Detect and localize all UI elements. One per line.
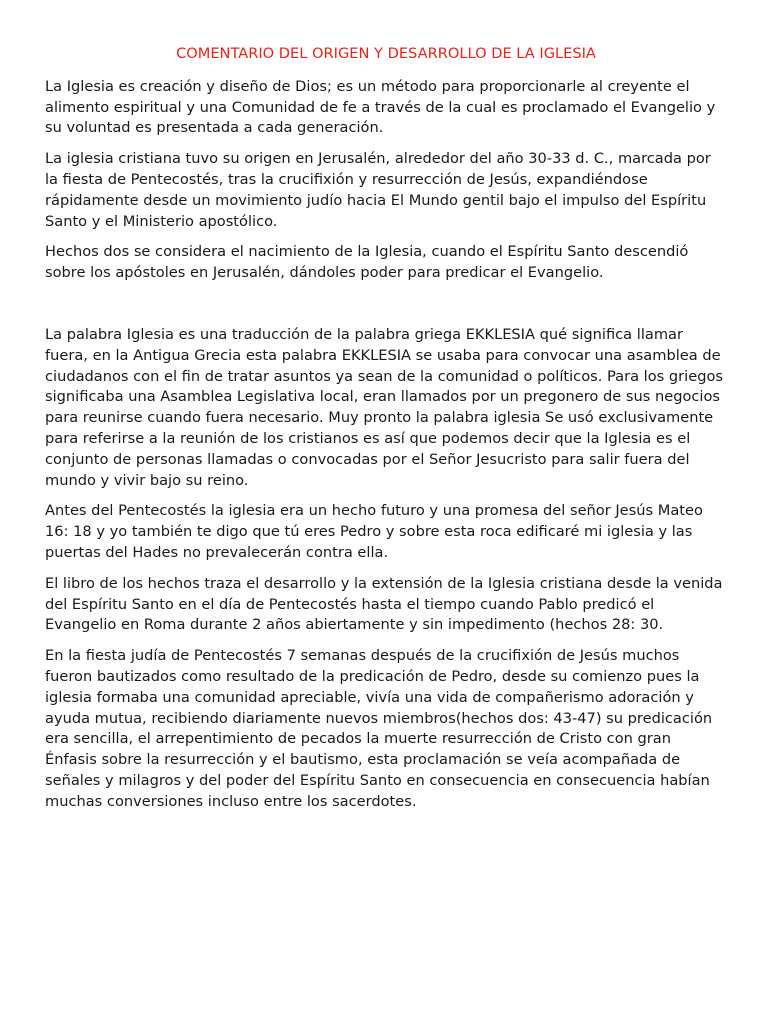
paragraph-ekklesia: La palabra Iglesia es una traducción de la palabra griega EKKLESIA qué significa llamar fuera, en la Antigua Grecia esta palabra EKKLESIA se usaba para convocar una asamblea de ciudadanos con el fin de tratar asuntos ya sean de la comunidad o políticos. Para los griegos significaba una Asamblea Legislativa local, eran llamados por un pregonero de sus negocios para reunirse cuando fuera necesario. Muy pronto la palabra iglesia Se usó exclusivamente para referirse a la reunión de los cristianos es así que podemos decir que la Iglesia es el conjunto de personas llamadas o convocadas por el Señor Jesucristo para salir fuera del mundo y vivir bajo su reino. xyxy=(45,325,723,489)
paragraph-before-pentecost: Antes del Pentecostés la iglesia era un hecho futuro y una promesa del señor Jesús Mateo 16: 18 y yo también te digo que tú eres Pedro y sobre esta roca edificaré mi iglesia y las puertas del Hades no prevalecerán contra ella. xyxy=(45,502,703,561)
paragraph-pentecost-feast: En la fiesta judía de Pentecostés 7 semanas después de la crucifixión de Jesús muchos fueron bautizados como resultado de la predicación de Pedro, desde su comienzo pues la iglesia formaba una comunidad apreciable, vivía una vida de compañerismo adoración y ayuda mutua, recibiendo diariamente nuevos miembros(hechos dos: 43-47) su predicación era sencilla, el arrepentimiento de pecados la muerte resurrección de Cristo con gran Énfasis sobre la resurrección y el bautismo, esta proclamación se veía acompañada de señales y milagros y del poder del Espíritu Santo en consecuencia en consecuencia habían muchas conversiones incluso entre los sacerdotes. xyxy=(45,647,713,810)
paragraph-acts-two: Hechos dos se considera el nacimiento de la Iglesia, cuando el Espíritu Santo descendió sobre los apóstoles en Jerusalén, dándoles poder para predicar el Evangelio. xyxy=(45,243,689,282)
document-page xyxy=(45,44,727,823)
paragraph-origin: La iglesia cristiana tuvo su origen en Jerusalén, alrededor del año 30-33 d. C., marcada por la fiesta de Pentecostés, tras la crucifixión y resurrección de Jesús, expandiéndose rápidamente desde un movimiento judío hacia El Mundo gentil bajo el impulso del Espíritu Santo y el Ministerio apostólico. xyxy=(45,150,711,230)
paragraph-creation: La Iglesia es creación y diseño de Dios; es un método para proporcionarle al creyente el alimento espiritual y una Comunidad de fe a través de la cual es proclamado el Evangelio y su voluntad es presentada a cada generación. xyxy=(45,77,716,137)
paragraph-book-of-acts: El libro de los hechos traza el desarrollo y la extensión de la Iglesia cristiana desde la venida del Espíritu Santo en el día de Pentecostés hasta el tiempo cuando Pablo predicó el Evangelio en Roma durante 2 años abiertamente y sin impedimento (hechos 28: 30. xyxy=(45,574,723,634)
blank-line xyxy=(45,294,727,325)
document-title: COMENTARIO DEL ORIGEN Y DESARROLLO DE LA IGLESIA xyxy=(176,45,596,62)
